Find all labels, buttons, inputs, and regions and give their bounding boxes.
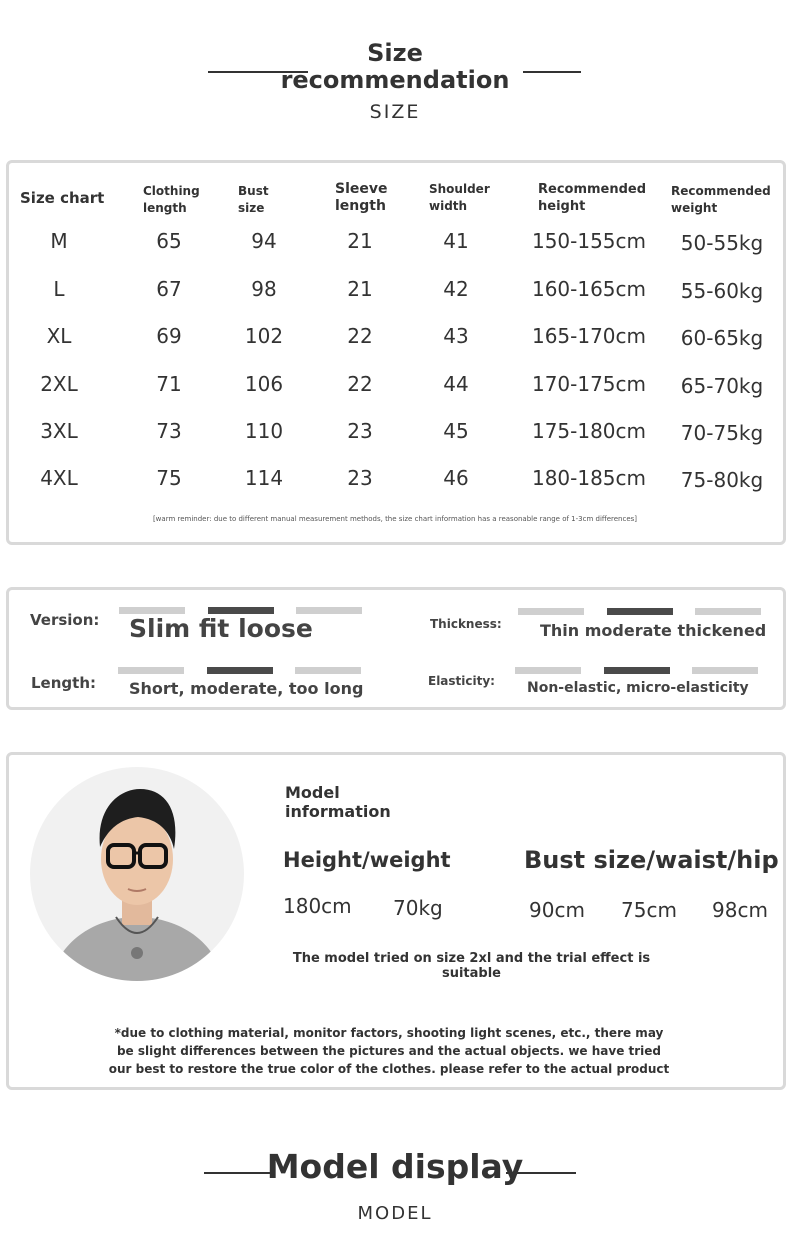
header-recommended-height: Recommended height	[538, 182, 647, 214]
cell-recommended-height: 150-155cm	[531, 229, 647, 253]
cell-clothing-length: 65	[156, 229, 182, 253]
model-trial-note: The model tried on size 2xl and the trial effect is suitable	[292, 951, 651, 981]
version-bar-1	[119, 607, 185, 614]
cell-recommended-weight: 65-70kg	[680, 374, 764, 398]
cell-recommended-height: 180-185cm	[531, 466, 647, 490]
cell-recommended-weight: 50-55kg	[680, 231, 764, 255]
length-bar-1	[118, 667, 184, 674]
header-bust-size: Bust size	[238, 184, 269, 215]
cell-size: 3XL	[40, 419, 78, 443]
length-bar-3	[295, 667, 361, 674]
cell-size: 2XL	[40, 372, 78, 396]
elasticity-bar-1	[515, 667, 581, 674]
thickness-bar-3	[695, 608, 761, 615]
header-sleeve-length: Sleeve length	[335, 181, 388, 214]
thickness-bar-1	[518, 608, 584, 615]
cell-sleeve-length: 23	[347, 466, 373, 490]
attributes-panel	[6, 587, 786, 710]
cell-bust-size: 106	[244, 372, 284, 396]
header-clothing-length: Clothing length	[143, 184, 200, 215]
version-bar-2	[208, 607, 274, 614]
size-header-subtitle: SIZE	[369, 101, 421, 123]
cell-clothing-length: 75	[156, 466, 182, 490]
elasticity-bar-2	[604, 667, 670, 674]
cell-size: XL	[46, 324, 72, 348]
size-chart-panel	[6, 160, 786, 545]
cell-clothing-length: 73	[156, 419, 182, 443]
model-disclaimer: *due to clothing material, monitor factors, shooting light scenes, etc., there may be slight differences between the pictures and the actual objects. we have tried our best to restore the true color of the clothes. please refer to the actual product	[108, 1026, 670, 1076]
elasticity-bar-3	[692, 667, 758, 674]
header-shoulder-width: Shoulder width	[429, 182, 490, 213]
model-height: 180cm	[283, 894, 352, 918]
version-value: Slim fit loose	[129, 614, 313, 643]
cell-recommended-weight: 55-60kg	[680, 279, 764, 303]
cell-size: M	[50, 229, 68, 253]
cell-clothing-length: 67	[156, 277, 182, 301]
elasticity-value: Non-elastic, micro-elasticity	[527, 680, 749, 696]
cell-recommended-weight: 70-75kg	[680, 421, 764, 445]
cell-size: L	[53, 277, 65, 301]
cell-clothing-length: 69	[156, 324, 182, 348]
size-header-title-line1: Size	[367, 39, 423, 67]
cell-bust-size: 94	[251, 229, 277, 253]
cell-sleeve-length: 21	[347, 229, 373, 253]
thickness-label: Thickness:	[430, 617, 502, 631]
version-label: Version:	[30, 611, 100, 629]
cell-bust-size: 110	[244, 419, 284, 443]
cell-sleeve-length: 23	[347, 419, 373, 443]
cell-bust-size: 98	[251, 277, 277, 301]
cell-shoulder-width: 41	[443, 229, 469, 253]
cell-clothing-length: 71	[156, 372, 182, 396]
size-chart-note: [warm reminder: due to different manual measurement methods, the size chart information has a reasonable range of 1-3cm differences]	[152, 515, 638, 523]
cell-shoulder-width: 46	[443, 466, 469, 490]
model-header-subtitle: MODEL	[357, 1203, 433, 1224]
cell-shoulder-width: 43	[443, 324, 469, 348]
cell-recommended-height: 165-170cm	[531, 324, 647, 348]
model-info-title: Model information	[285, 783, 391, 821]
cell-recommended-height: 160-165cm	[531, 277, 647, 301]
cell-bust-size: 102	[244, 324, 284, 348]
header-size: Size chart	[20, 189, 105, 207]
height-weight-label: Height/weight	[283, 848, 451, 872]
thickness-value: Thin moderate thickened	[540, 621, 767, 640]
cell-recommended-weight: 75-80kg	[680, 468, 764, 492]
cell-bust-size: 114	[244, 466, 284, 490]
cell-recommended-height: 170-175cm	[531, 372, 647, 396]
size-header-title-line2: recommendation	[280, 66, 510, 94]
model-hip: 98cm	[712, 898, 768, 922]
model-photo	[30, 767, 244, 981]
cell-shoulder-width: 44	[443, 372, 469, 396]
version-bar-3	[296, 607, 362, 614]
length-label: Length:	[31, 674, 96, 692]
bust-waist-hip-label: Bust size/waist/hip	[524, 846, 779, 874]
cell-sleeve-length: 22	[347, 372, 373, 396]
model-portrait-illustration	[30, 767, 244, 981]
cell-sleeve-length: 21	[347, 277, 373, 301]
thickness-bar-2	[607, 608, 673, 615]
model-weight: 70kg	[393, 896, 443, 920]
model-bust: 90cm	[529, 898, 585, 922]
cell-recommended-weight: 60-65kg	[680, 326, 764, 350]
cell-size: 4XL	[40, 466, 78, 490]
model-info-panel	[6, 752, 786, 1090]
length-value: Short, moderate, too long	[129, 679, 364, 698]
length-bar-2	[207, 667, 273, 674]
elasticity-label: Elasticity:	[428, 674, 495, 688]
cell-recommended-height: 175-180cm	[531, 419, 647, 443]
model-waist: 75cm	[621, 898, 677, 922]
cell-sleeve-length: 22	[347, 324, 373, 348]
model-header-title: Model display	[266, 1147, 524, 1186]
cell-shoulder-width: 42	[443, 277, 469, 301]
cell-shoulder-width: 45	[443, 419, 469, 443]
header-recommended-weight: Recommended weight	[671, 184, 771, 215]
